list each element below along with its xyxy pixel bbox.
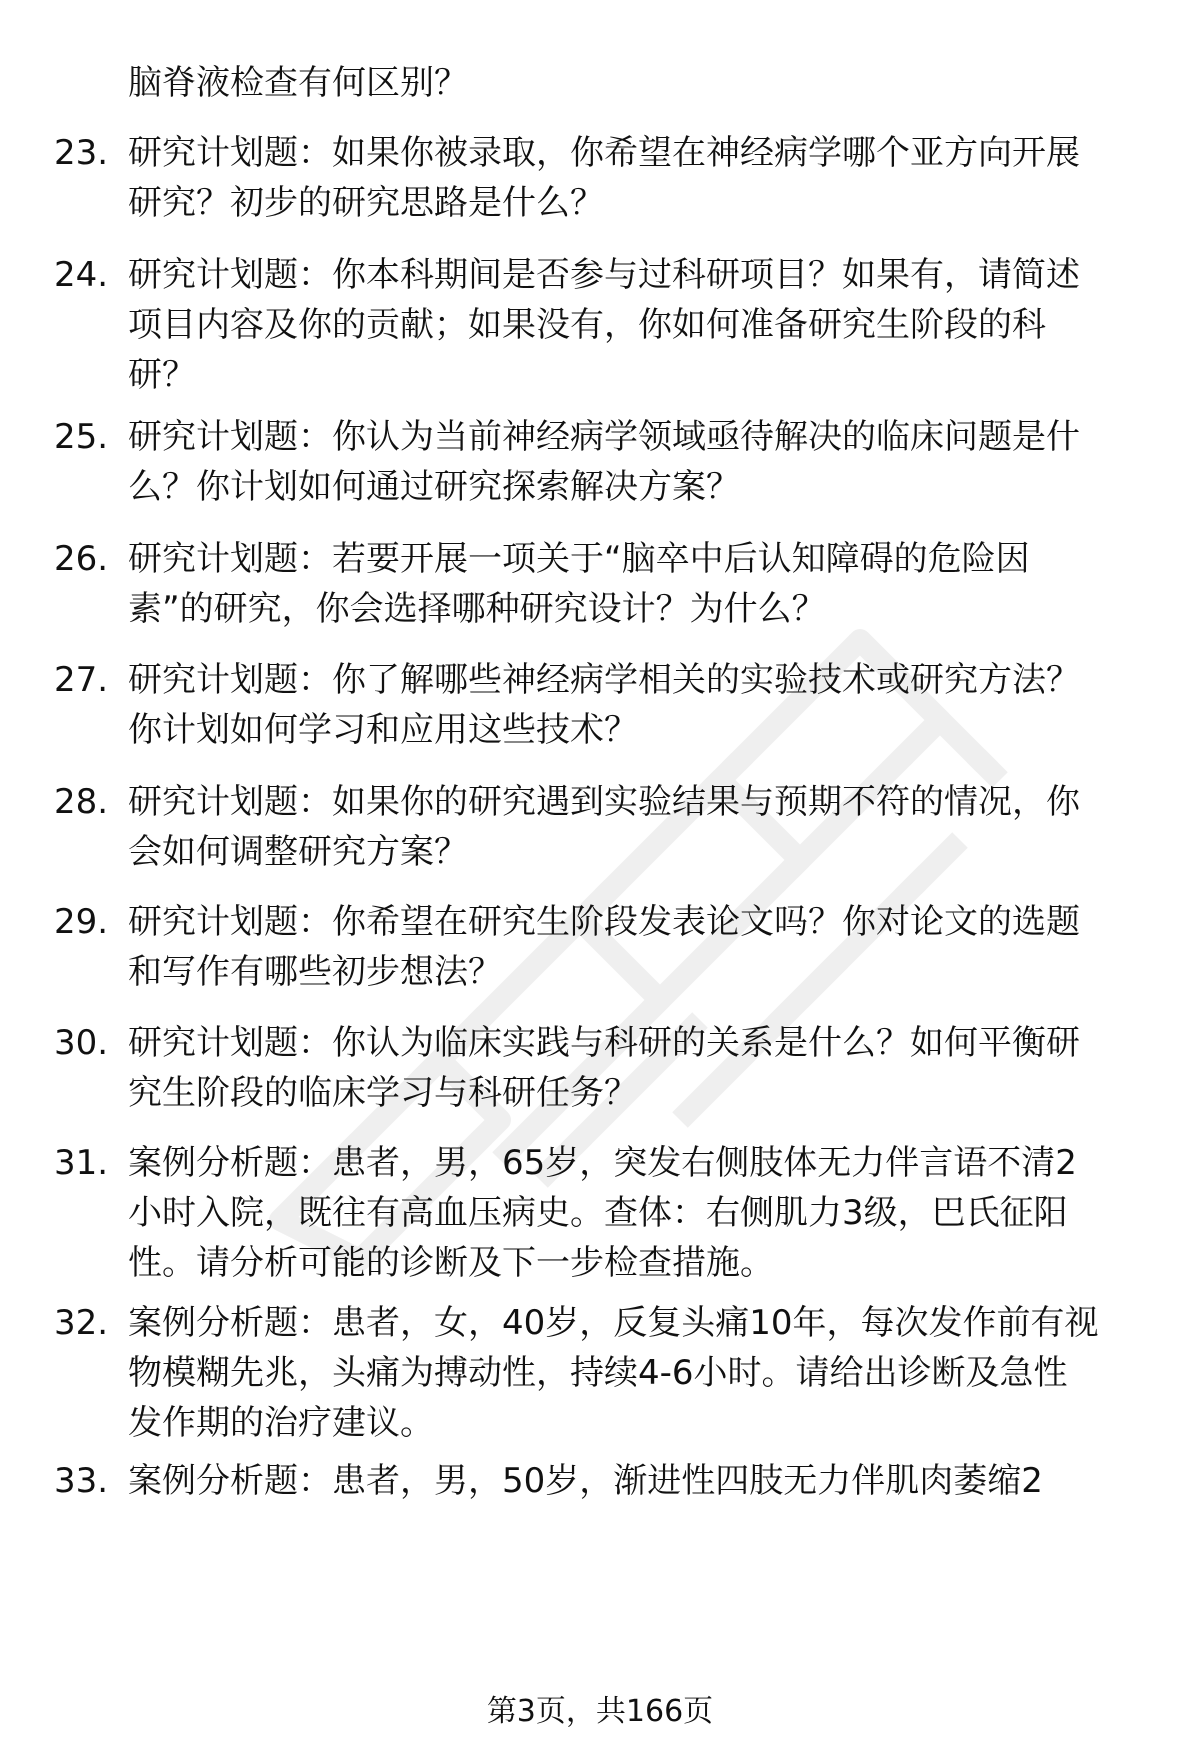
text-line: 研究计划题：你希望在研究生阶段发表论文吗？你对论文的选题 [128, 902, 1080, 942]
question-text [128, 897, 1148, 997]
text-line: 研究计划题：你本科期间是否参与过科研项目？如果有，请简述 [128, 255, 1080, 295]
page-number: 第3页，共166页 [486, 1694, 714, 1729]
question-number: 32. [54, 1303, 109, 1343]
text-line: 素”的研究，你会选择哪种研究设计？为什么？ [128, 589, 826, 629]
text-line: 研究计划题：你认为当前神经病学领域亟待解决的临床问题是什 [128, 417, 1080, 457]
text-line: 研究？初步的研究思路是什么？ [128, 183, 604, 223]
text-line: 物模糊先兆，头痛为搏动性，持续4-6小时。请给出诊断及急性 [128, 1353, 1068, 1393]
question-text [128, 128, 1148, 228]
question-text [128, 1138, 1148, 1288]
question-number: 28. [54, 782, 109, 822]
question-text [128, 1018, 1148, 1118]
question-text [128, 250, 1148, 400]
text-line: 性。请分析可能的诊断及下一步检查措施。 [128, 1243, 774, 1283]
question-text [128, 1298, 1148, 1448]
question-number: 24. [54, 255, 109, 295]
text-line: 会如何调整研究方案？ [128, 832, 468, 872]
text-line: 你计划如何学习和应用这些技术？ [128, 710, 638, 750]
question-text [128, 412, 1148, 512]
text-line: 项目内容及你的贡献；如果没有，你如何准备研究生阶段的科 [128, 305, 1046, 345]
question-number: 31. [54, 1143, 109, 1183]
text-line: 小时入院，既往有高血压病史。查体：右侧肌力3级，巴氏征阳 [128, 1193, 1068, 1233]
text-line: 研究计划题：你认为临床实践与科研的关系是什么？如何平衡研 [128, 1023, 1080, 1063]
question-text [128, 534, 1148, 634]
text-line: 案例分析题：患者，男，65岁，突发右侧肢体无力伴言语不清2 [128, 1143, 1077, 1183]
question-number: 25. [54, 417, 109, 457]
question-text [128, 655, 1148, 755]
text-line: 究生阶段的临床学习与科研任务？ [128, 1073, 638, 1113]
question-text [128, 777, 1148, 877]
question-number: 27. [54, 660, 109, 700]
text-line: 研究计划题：如果你的研究遇到实验结果与预期不符的情况，你 [128, 782, 1080, 822]
text-line: 么？你计划如何通过研究探索解决方案？ [128, 467, 740, 507]
text-line: 和写作有哪些初步想法？ [128, 952, 502, 992]
text-line: 研？ [128, 355, 196, 395]
text-line: 案例分析题：患者，男，50岁，渐进性四肢无力伴肌肉萎缩2 [128, 1461, 1043, 1501]
question-number: 23. [54, 133, 109, 173]
text-line: 发作期的治疗建议。 [128, 1403, 434, 1443]
continuation-lines [128, 58, 1148, 108]
question-number: 26. [54, 539, 109, 579]
text-line: 研究计划题：若要开展一项关于“脑卒中后认知障碍的危险因 [128, 539, 1030, 579]
text-line: 案例分析题：患者，女，40岁，反复头痛10年，每次发作前有视 [128, 1303, 1099, 1343]
question-text [128, 1456, 1148, 1506]
text-line: 研究计划题：如果你被录取，你希望在神经病学哪个亚方向开展 [128, 133, 1080, 173]
question-number: 29. [54, 902, 109, 942]
text-line: 研究计划题：你了解哪些神经病学相关的实验技术或研究方法？ [128, 660, 1080, 700]
text-line: 脑脊液检查有何区别？ [128, 63, 468, 103]
question-number: 30. [54, 1023, 109, 1063]
question-number: 33. [54, 1461, 109, 1501]
